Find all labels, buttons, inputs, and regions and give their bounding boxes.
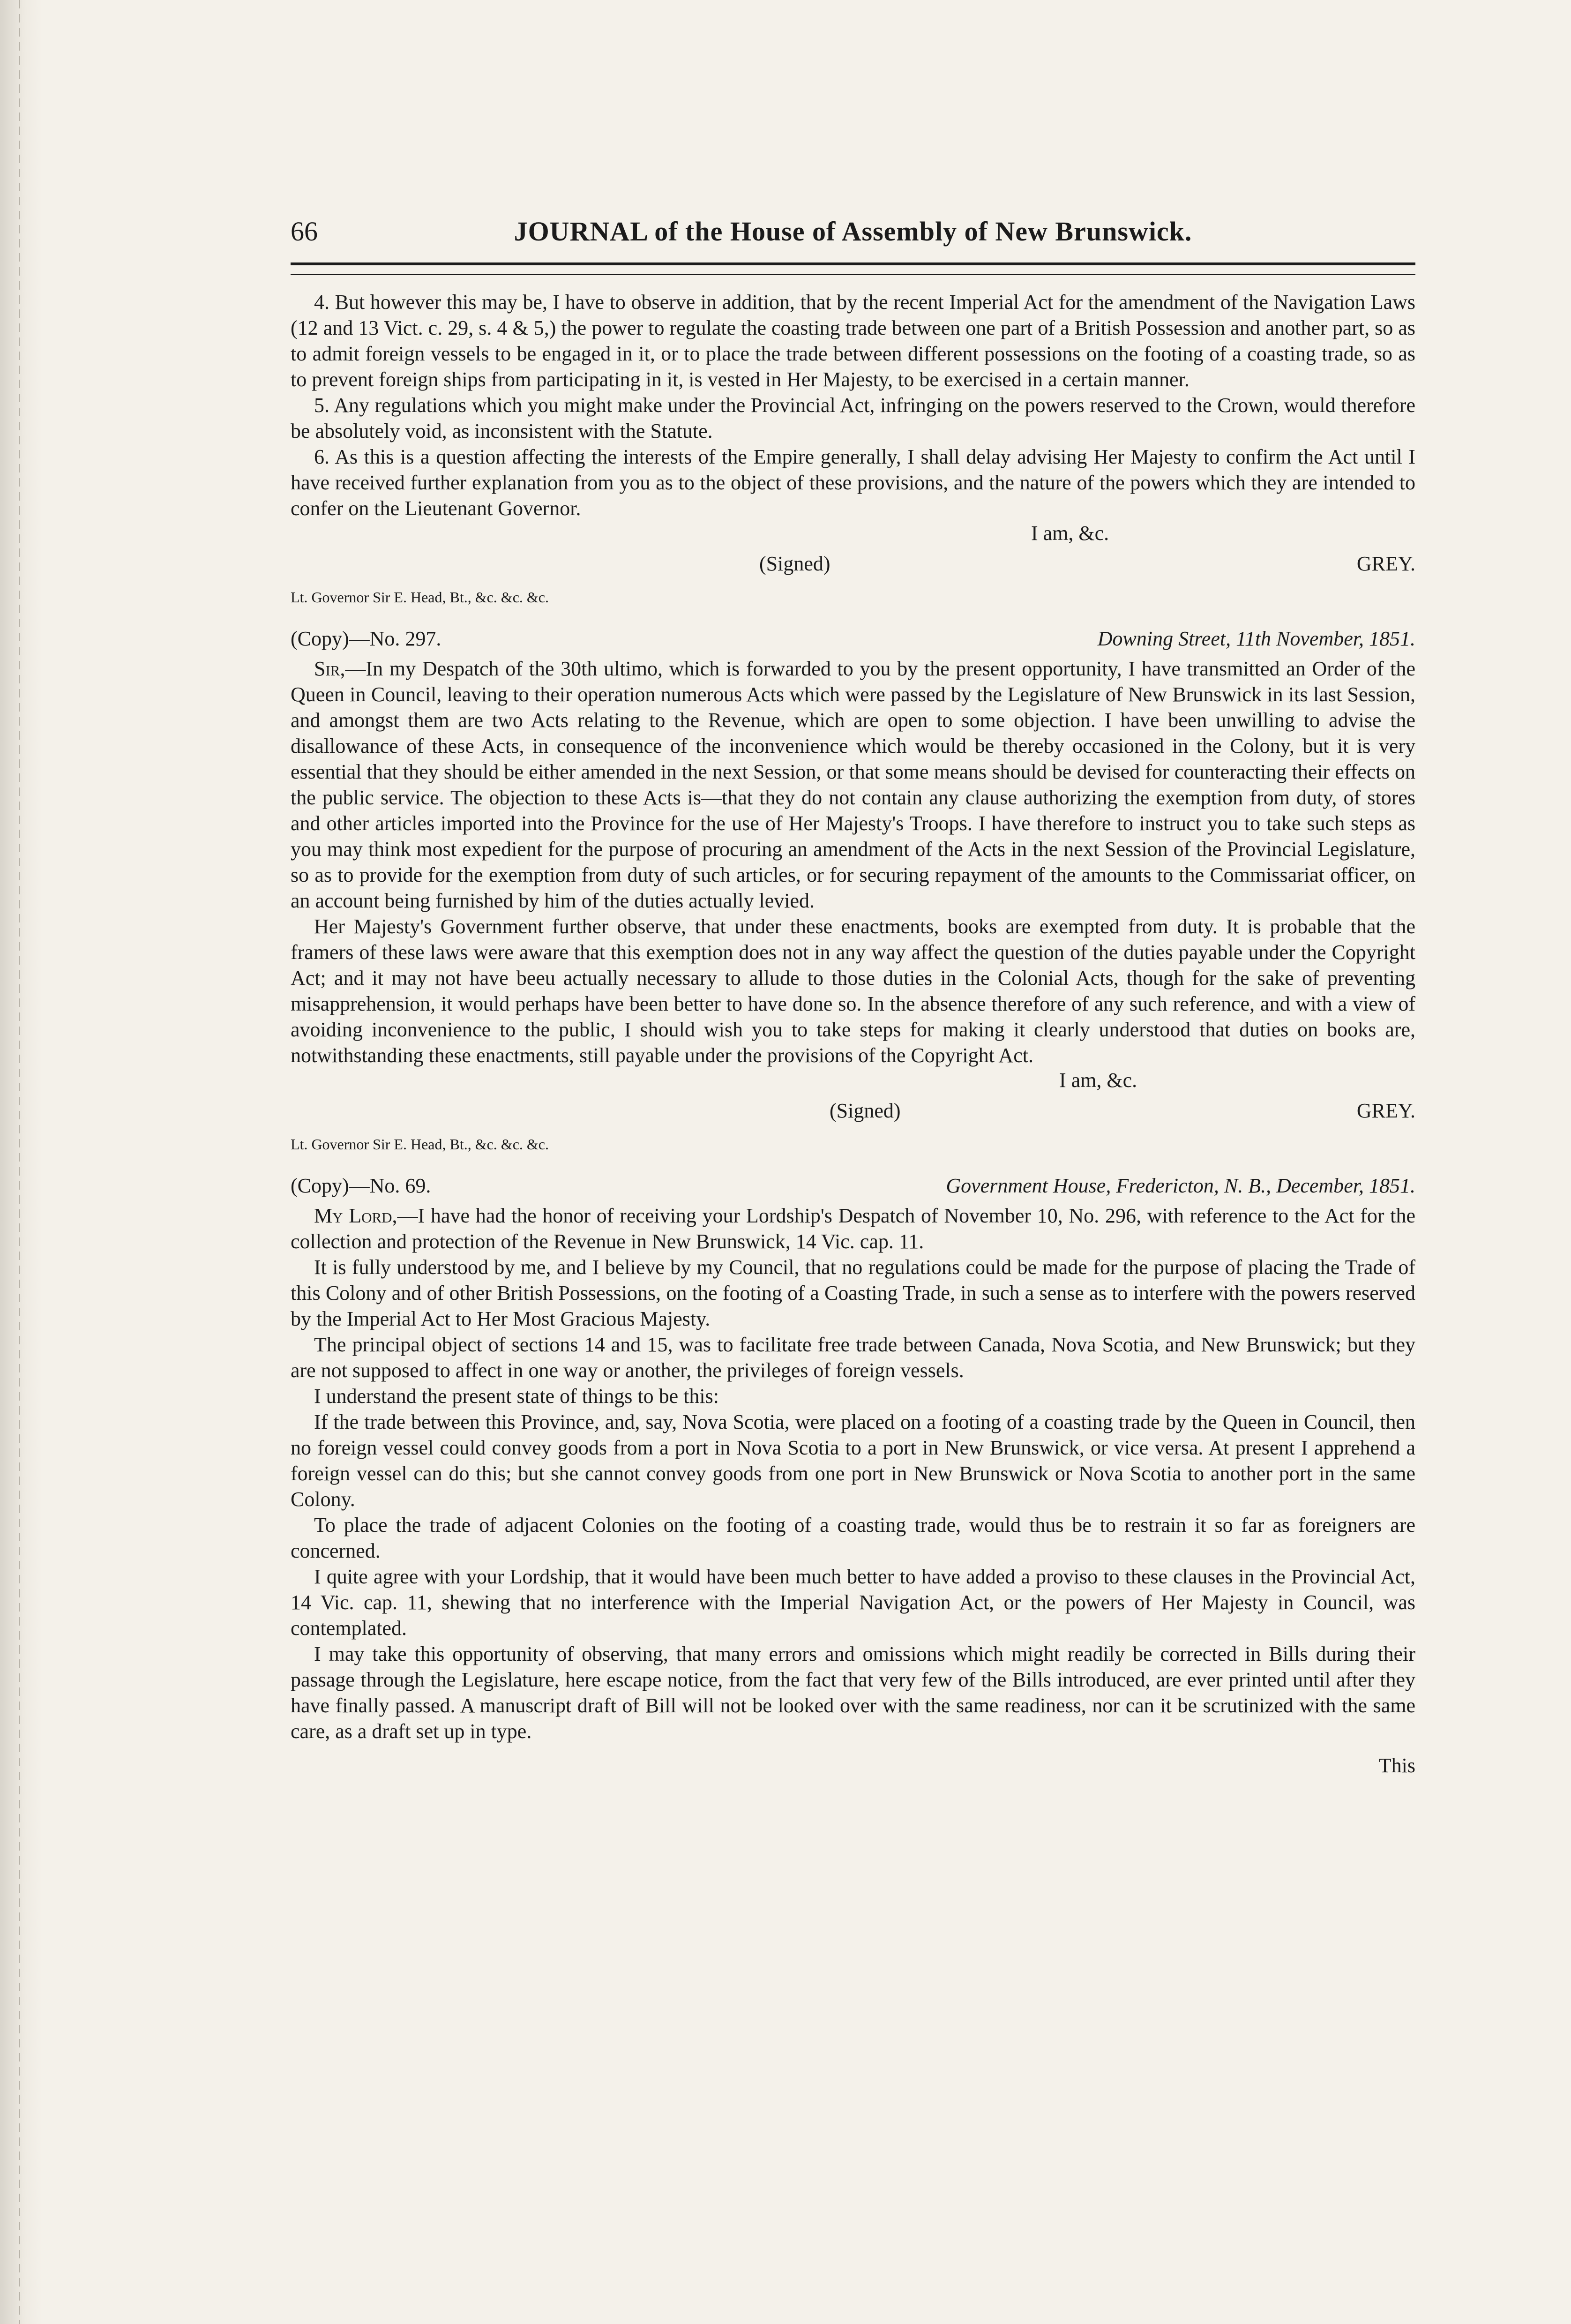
signatory: GREY. (1356, 1099, 1415, 1122)
addressee: Lt. Governor Sir E. Head, Bt., &c. &c. &c. (291, 1136, 549, 1153)
paragraph: If the trade between this Province, and, say, Nova Scotia, were placed on a footing of a coasting trade by the Queen in Council, then no foreign vessel could convey goods from a port in Nova Scotia to a port in New Brunswick, or vice versa. At present I apprehend a foreign vessel can do this; but she cannot convey goods from one port in New Brunswick or Nova Scotia to another port in the same Colony. (291, 1410, 1415, 1511)
signature-row (291, 1099, 1415, 1129)
despatch-no-297 (291, 627, 1415, 1157)
closing-line (291, 1068, 1415, 1099)
signatory: GREY. (1356, 552, 1415, 575)
paragraph: 5. Any regulations which you might make under the Provincial Act, infringing on the powers reserved to the Crown, would therefore be absolutely void, as inconsistent with the Statute. (291, 394, 1415, 442)
paragraph: 6. As this is a question affecting the interests of the Empire generally, I shall delay advising Her Majesty to confirm the Act until I have received further explanation from you as to the object of these provisions, and the nature of the powers which they are intended to confer on the Lieutenant Governor. (291, 445, 1415, 520)
closing-text: I am, &c. (1031, 522, 1109, 545)
catchword: This (1378, 1754, 1415, 1777)
paragraph: Her Majesty's Government further observe, that under these enactments, books are exempted from duty. It is probable that the framers of these laws were aware that this exemption does not in any way affect the question of the duties payable under the Copyright Act; and it may not have beeu actually necessary to allude to those duties in the Colonial Acts, though for the sake of preventing misapprehension, it would perhaps have been better to have done so. In the absence therefore of any such reference, and with a view of avoiding inconvenience to the public, I should wish you to take steps for making it clearly understood that duties on books are, notwithstanding these enactments, still payable under the provisions of the Copyright Act. (291, 915, 1415, 1067)
paragraph: The principal object of sections 14 and 15, was to facilitate free trade between Canada, Nova Scotia, and New Brunswick; but they are not supposed to affect in one way or another, the privileges of foreign vessels. (291, 1333, 1415, 1382)
signature-row (291, 552, 1415, 582)
running-head (291, 206, 1415, 262)
page-content (291, 206, 1415, 1777)
journal-title: JOURNAL of the House of Assembly of New Brunswick. (514, 216, 1192, 247)
paragraph-text: —In my Despatch of the 30th ultimo, which is forwarded to you by the present opportunity, I have transmitted an Order of the Queen in Council, leaving to their operation numerous Acts which were passed by the Legislature of New Brunswick in its last Session, and amongst them are two Acts relating to the Revenue, which are open to some objection. I have been unwilling to advise the disallowance of these Acts, in consequence of the inconvenience which would be thereby occasioned in the Colony, but it is very essential that they should be either amended in the next Session, or that some means should be devised for counteracting their effects on the public service. The objection to these Acts is—that they do not contain any clause authorizing the exemption from duty, of stores and other articles imported into the Province for the use of Her Majesty's Troops. I have therefore to instruct you to take such steps as you may think most expedient for the purpose of procuring an amendment of the Acts in the next Session of the Provincial Legislature, so as to provide for the exemption from duty of such articles, or for securing repayment of the amounts to the Commissariat officer, on an account being furnished by him of the duties actually levied. (291, 657, 1415, 912)
paragraph: 4. But however this may be, I have to observe in addition, that by the recent Imperial Act for the amendment of the Navigation Laws (12 and 13 Vict. c. 29, s. 4 & 5,) the power to regulate the coasting trade between one part of a British Possession and another part, so as to admit foreign vessels to be engaged in it, or to place the trade between different possessions on the footing of a coasting trade, so as to prevent foreign ships from participating in it, is vested in Her Majesty, to be exercised in a certain manner. (291, 291, 1415, 391)
salutation: My Lord, (314, 1204, 397, 1227)
binding-margin (0, 0, 42, 2324)
signed-label: (Signed) (759, 552, 830, 575)
despatch-continuation (291, 289, 1415, 610)
place-date: Government House, Fredericton, N. B., December, 1851. (946, 1174, 1415, 1197)
copy-header (291, 627, 1415, 656)
paragraph: I understand the present state of things to be this: (314, 1385, 719, 1408)
paragraph-text: —I have had the honor of receiving your Lordship's Despatch of November 10, No. 296, with reference to the Act for the collection and protection of the Revenue in New Brunswick, 14 Vic. cap. 11. (291, 1204, 1415, 1253)
paragraph (291, 1203, 1415, 1254)
header-rule (291, 262, 1415, 275)
paragraph: I quite agree with your Lordship, that it would have been much better to have added a proviso to these clauses in the Provincial Act, 14 Vic. cap. 11, shewing that no interference with the Imperial Navigation Act, or the powers of Her Majesty in Council, was contemplated. (291, 1565, 1415, 1640)
paragraph (291, 656, 1415, 914)
signed-label: (Signed) (830, 1099, 901, 1122)
despatch-no-69 (291, 1174, 1415, 1777)
paragraph: I may take this opportunity of observing, that many errors and omissions which might readily be corrected in Bills during their passage through the Legislature, here escape notice, from the fact that very few of the Bills introduced, are ever printed until after they have finally passed. A manuscript draft of Bill will not be looked over with the same readiness, nor can it be scrutinized with the same care, as a draft set up in type. (291, 1642, 1415, 1743)
place-date: Downing Street, 11th November, 1851. (1097, 627, 1415, 650)
salutation: Sir, (314, 657, 345, 680)
paragraph: It is fully understood by me, and I believe by my Council, that no regulations could be made for the purpose of placing the Trade of this Colony and of other British Possessions, on the footing of a Coasting Trade, in such a sense as to interfere with the powers reserved by the Imperial Act to Her Most Gracious Majesty. (291, 1256, 1415, 1330)
copy-number: (Copy)—No. 69. (291, 1174, 431, 1197)
page-number: 66 (291, 216, 318, 247)
copy-number: (Copy)—No. 297. (291, 627, 441, 650)
addressee: Lt. Governor Sir E. Head, Bt., &c. &c. &c. (291, 589, 549, 606)
closing-line (291, 521, 1415, 552)
copy-header (291, 1174, 1415, 1203)
paragraph: To place the trade of adjacent Colonies on the footing of a coasting trade, would thus be to restrain it so far as foreigners are concerned. (291, 1514, 1415, 1562)
closing-text: I am, &c. (1059, 1069, 1137, 1092)
